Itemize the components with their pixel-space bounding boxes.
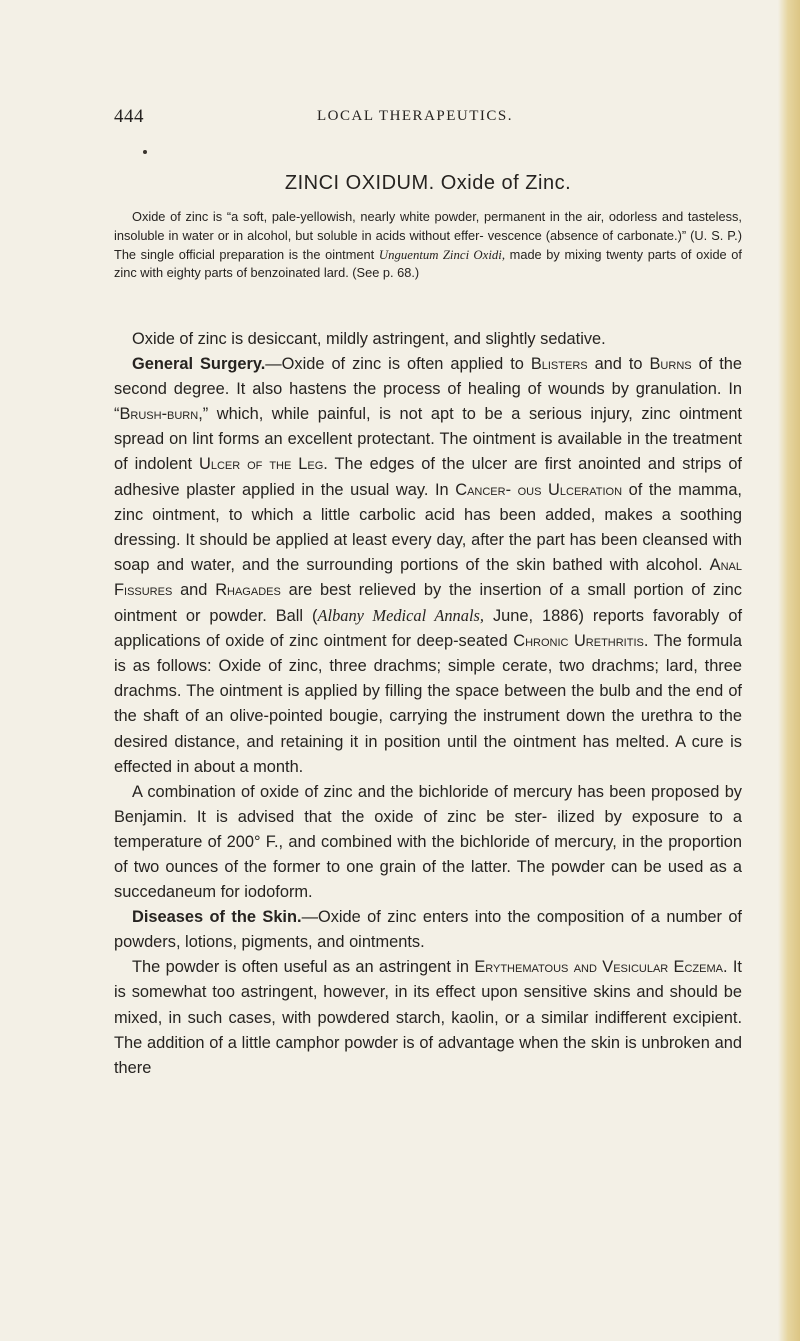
term-brush-burn: Brush-burn, [119,405,203,424]
subheading-diseases-of-skin: Diseases of the Skin. [132,908,302,927]
small-print-text: Oxide of zinc is “a soft, pale-yellowish, nearly white powder, permanent in the air, odorless and tasteless, insoluble in water or in alcohol, but soluble in acids without effer- vescence (absence of carbonate.)” (U. S. P.) The single official preparation is the ointment [114,209,742,262]
paragraph-intro: Oxide of zinc is desiccant, mildly astringent, and slightly sedative. [132,330,606,348]
term-burns: Burns [649,355,692,374]
section-title: ZINCI OXIDUM. Oxide of Zinc. [284,172,572,194]
paragraph-general-surgery [114,352,742,780]
text-run: of the second degree. It also hastens the process of healing of wounds by granulation. In “ [114,355,742,424]
text-run: are best relieved by the insertion of a small portion of zinc ointment or powder. Ball ( [114,580,742,626]
page-header [114,104,716,134]
text-run: of the mamma, zinc ointment, to which a little carbolic acid has been added, makes a soothing dressing. It should be applied at least every day, after the part has been cleansed with soap and water, and the surrounding portions of the skin bathed with alcohol. [114,480,742,574]
paragraph-diseases-of-skin [114,905,742,955]
term-chronic-urethritis: Chronic Urethritis. [513,632,649,651]
page-number: 444 [114,106,144,127]
running-head: LOCAL THERAPEUTICS. [316,108,513,124]
text-run: The powder is often useful as an astringent in [132,958,475,977]
term-ulcer-of-the-leg: Ulcer of the Leg. [198,455,328,474]
text-run: ” which, while painful, is not apt to be a serious injury, zinc ointment spread on lint forms an excellent protectant. The ointment is available in the treatment of indolent [114,405,742,474]
subheading-general-surgery: General Surgery. [132,355,266,374]
page-edge [778,0,800,1341]
text-run: —Oxide of zinc enters into the composition of a number of powders, lotions, pigments, and ointments. [114,908,742,952]
small-print-text: made by mixing twenty parts of oxide of zinc with eighty parts of benzoinated lard. (See p. 68.) [114,246,742,281]
term-cancerous-ulceration: Cancer- ous Ulceration [455,480,623,499]
pharmacopoeia-description [114,208,742,283]
term-anal-fissures: Anal Fissures [114,555,742,599]
text-run: June, 1886) reports favorably of applications of oxide of zinc ointment for deep-seated [114,607,743,651]
term-blisters: Blisters [530,355,588,374]
text-run: The edges of the ulcer are first anointed and strips of adhesive plaster applied in the usual way. In [114,455,742,499]
term-rhagades: Rhagades [215,580,281,599]
text-run: It is somewhat too astringent, however, in its effect upon sensitive skins and should be mixed, in such cases, with powdered starch, kaolin, or a similar indifferent excipient. The addition of a little camphor powder is of advantage when the skin is unbroken and there [114,958,742,1077]
paragraph-powder [114,955,742,1080]
text-run: —Oxide of zinc is often applied to [265,355,531,374]
main-text [114,327,742,1081]
text-run: and [172,580,216,599]
ointment-name: Unguentum Zinci Oxidi, [378,247,506,262]
ink-dot [143,150,147,154]
text-run: The formula is as follows: Oxide of zinc, three drachms; simple cerate, two drachms; lard, three drachms. The ointment is applied by filling the space between the bulb and the end of the shaft of an olive-pointed bougie, carrying the instrument down the urethra to the desired distance, and retaining it in position until the ointment has melted. A cure is effected in about a month. [114,632,742,776]
journal-title: Albany Medical Annals, [317,606,484,626]
term-eczema: Erythematous and Vesicular Eczema. [474,958,728,977]
paragraph-combination: A combination of oxide of zinc and the bichloride of mercury has been proposed by Benjamin. It is advised that the oxide of zinc be ster- ilized by exposure to a temperature of 200° F., and combined with the bichloride of mercury, in the proportion of two ounces of the former to one grain of the latter. The powder can be used as a succedaneum for iodoform. [114,782,742,902]
text-run: and to [587,355,650,374]
